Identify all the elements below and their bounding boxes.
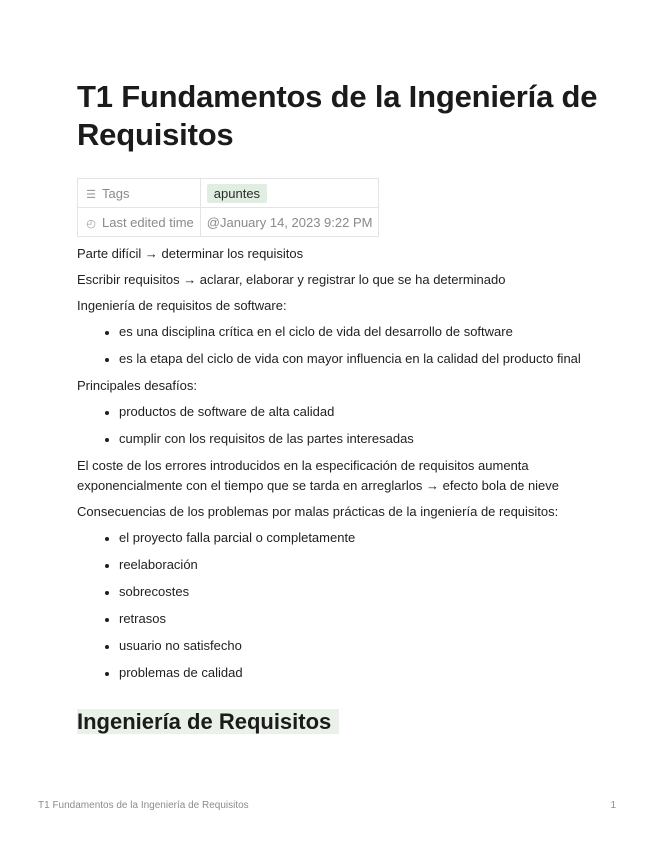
list-item: • sobrecostes xyxy=(119,582,587,602)
list-item: • retrasos xyxy=(119,609,587,629)
list-item: • es la etapa del ciclo de vida con mayor influencia en la calidad del producto final xyxy=(119,349,587,369)
list-item: • problemas de calidad xyxy=(119,663,587,683)
list-item: • productos de software de alta calidad xyxy=(119,402,587,422)
list-item: • reelaboración xyxy=(119,555,587,575)
property-row-tags xyxy=(78,179,379,208)
list-item: • usuario no satisfecho xyxy=(119,636,587,656)
property-key-edited xyxy=(78,208,201,237)
page-number: 1 xyxy=(610,800,616,811)
section-heading-text: Ingeniería de Requisitos xyxy=(77,709,339,734)
document-body xyxy=(77,244,587,690)
section-heading xyxy=(77,707,339,737)
paragraph: Principales desafíos: xyxy=(77,378,197,393)
property-value-edited xyxy=(200,208,379,237)
clock-icon: ◴ xyxy=(86,217,96,230)
list-item: • cumplir con los requisitos de las partes interesadas xyxy=(119,429,587,449)
paragraph: Parte difícil → determinar los requisitos xyxy=(77,246,304,261)
list-item: • el proyecto falla parcial o completamente xyxy=(119,528,587,548)
footer-title: T1 Fundamentos de la Ingeniería de Requisitos xyxy=(38,800,249,811)
tags-label: Tags xyxy=(102,185,130,201)
page-title: T1 Fundamentos de la Ingeniería de Requisitos xyxy=(77,79,598,152)
paragraph: Ingeniería de requisitos de software: xyxy=(77,298,287,313)
property-key-tags xyxy=(78,179,201,208)
edited-value: @January 14, 2023 9:22 PM xyxy=(206,214,373,230)
list-item: • es una disciplina crítica en el ciclo de vida del desarrollo de software xyxy=(119,322,587,342)
edited-label: Last edited time xyxy=(102,214,194,230)
list-icon: ☰ xyxy=(86,188,96,201)
paragraph: El coste de los errores introducidos en la especificación de requisitos aumenta exponencialmente con el tiempo que se tarda en arreglarlos → efecto bola de nieve xyxy=(77,458,560,493)
bullet-list xyxy=(77,528,587,683)
paragraph: Consecuencias de los problemas por malas prácticas de la ingeniería de requisitos: xyxy=(77,504,559,519)
property-value-tags[interactable] xyxy=(200,179,379,208)
property-row-edited xyxy=(78,208,379,237)
tag-badge[interactable]: apuntes xyxy=(207,184,267,203)
bullet-list xyxy=(77,402,587,449)
bullet-list xyxy=(77,322,587,369)
properties-table xyxy=(77,178,379,237)
paragraph: Escribir requisitos → aclarar, elaborar y registrar lo que se ha determinado xyxy=(77,272,506,287)
